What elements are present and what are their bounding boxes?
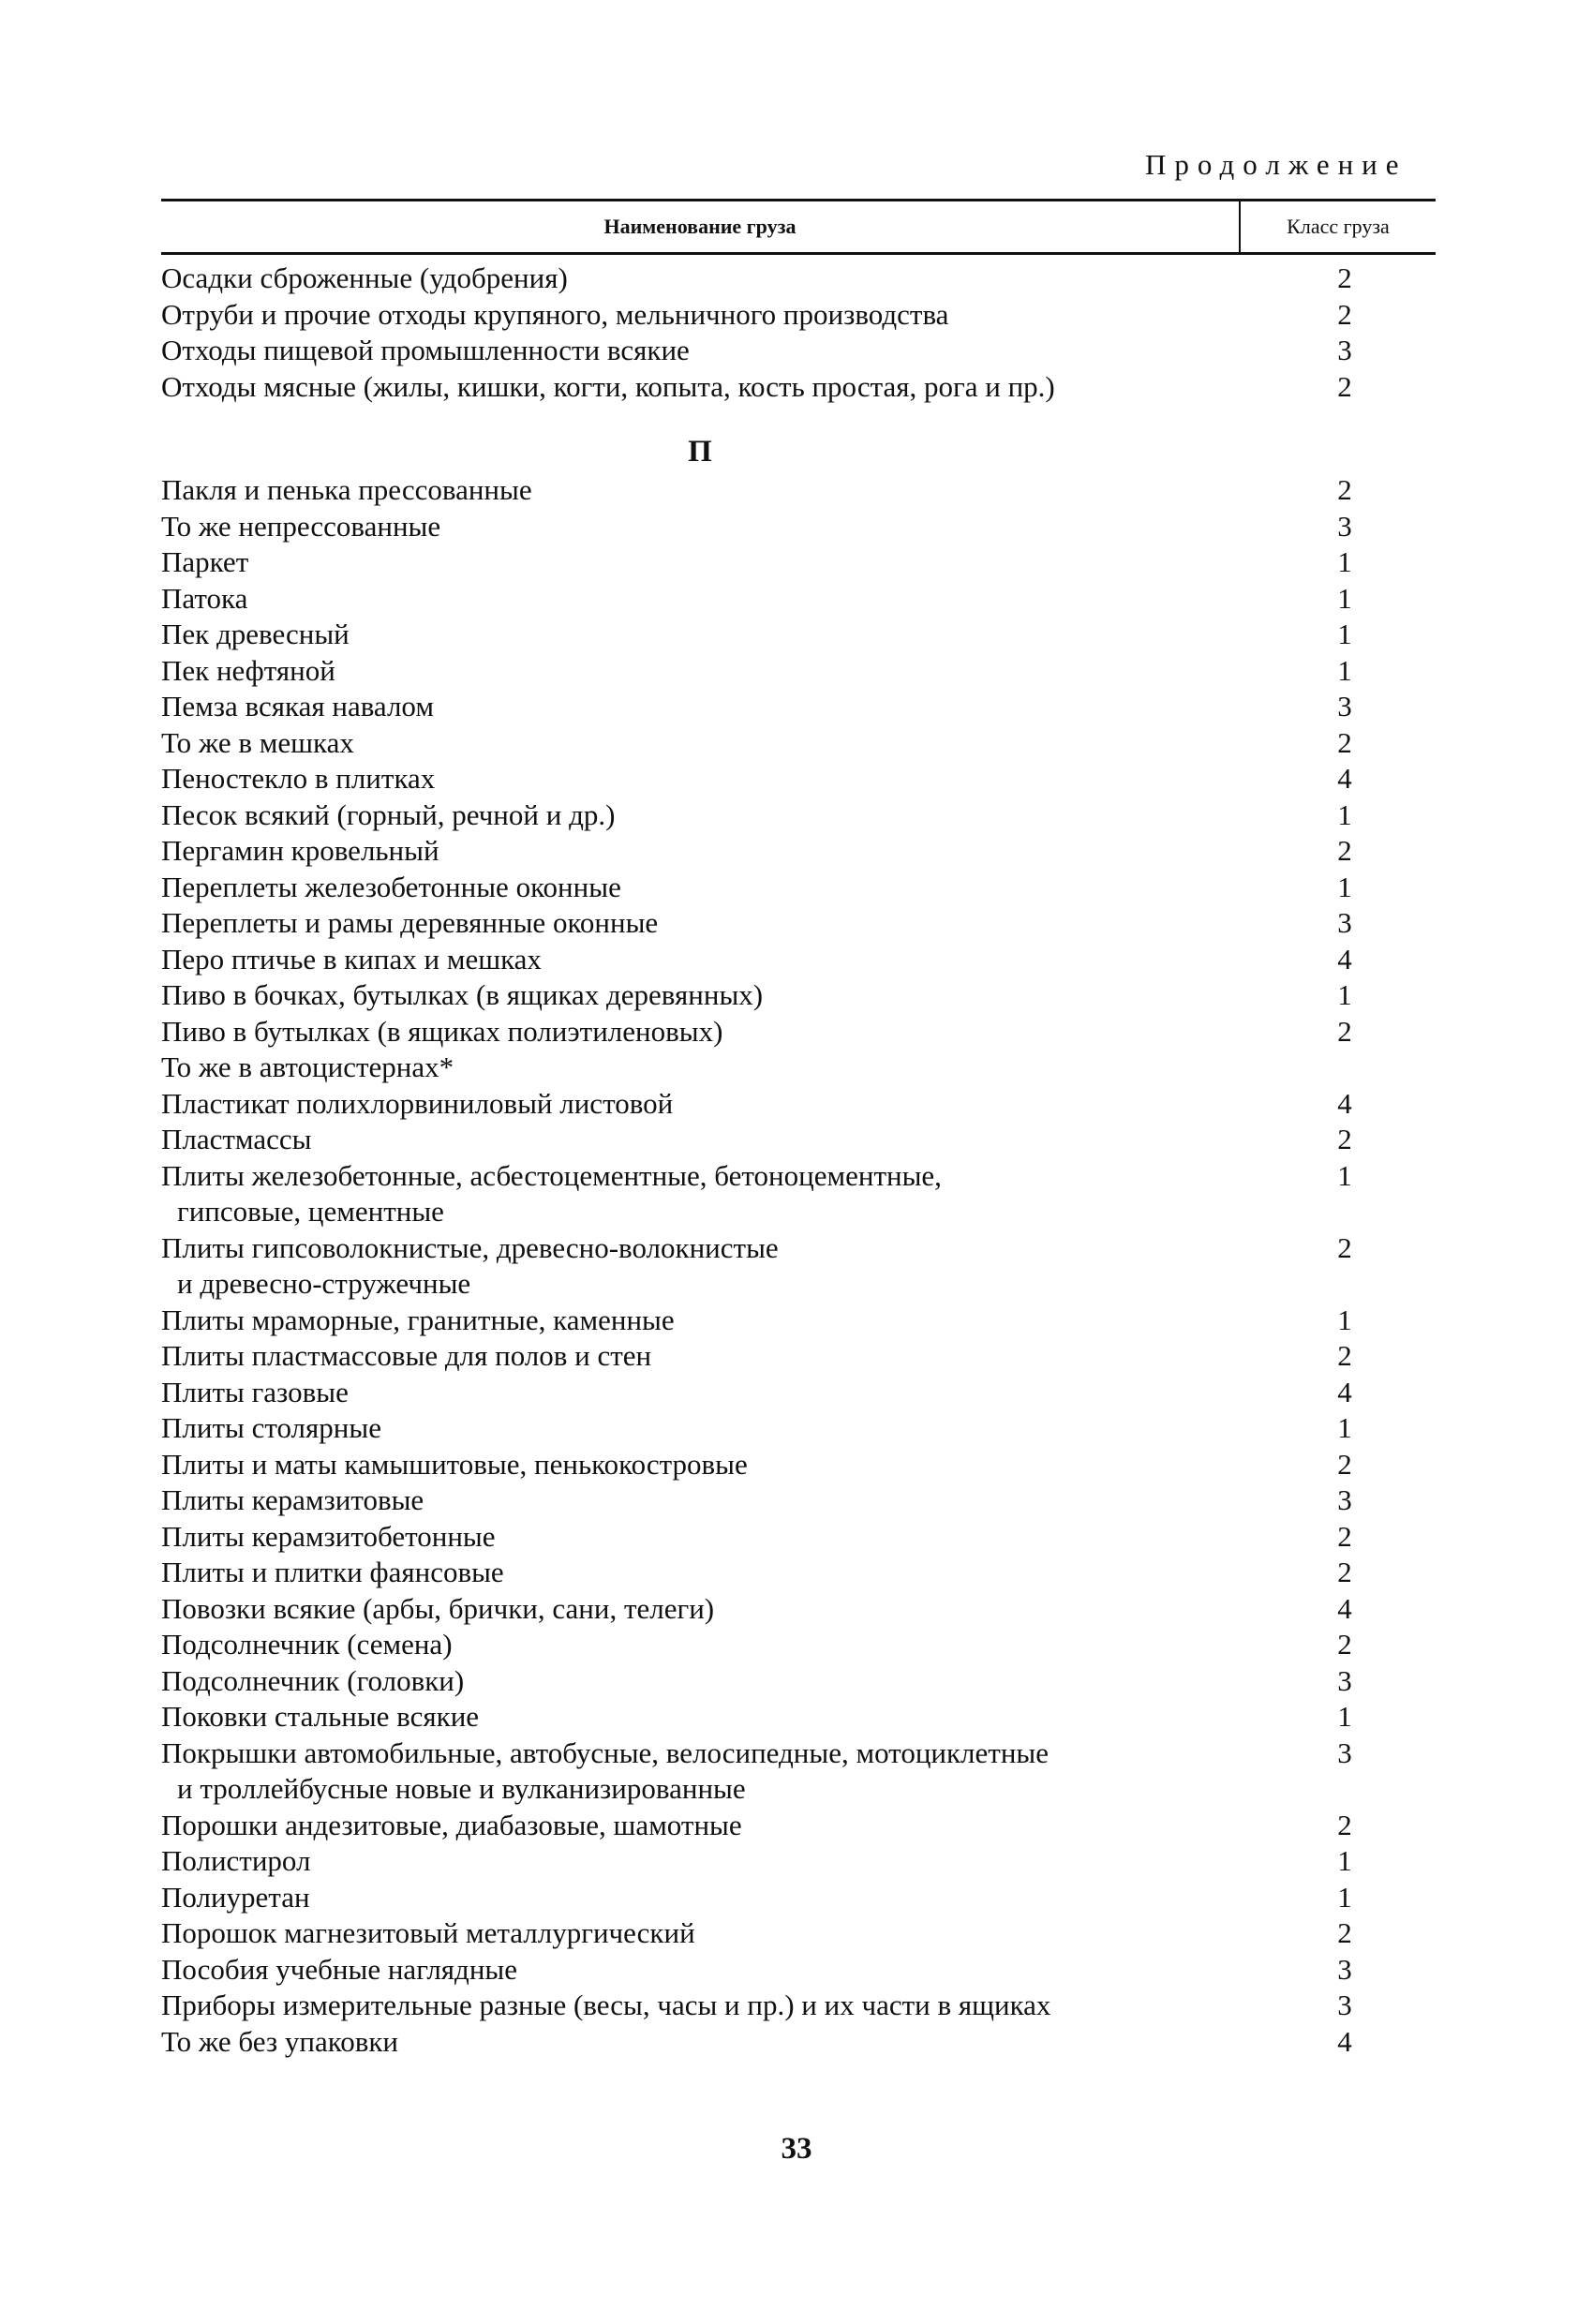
table-row [161,1591,1436,1628]
cargo-name [161,833,1239,870]
cargo-name [161,1555,1239,1591]
cargo-name-line: Плиты и маты камышитовые, пенькокостровые [161,1447,748,1481]
cargo-name [161,1482,1239,1519]
table-row [161,472,1436,509]
table-row [161,870,1436,906]
table-row [161,1158,1436,1230]
cargo-name [161,333,1239,369]
cargo-name-line: Плиты керамзитобетонные [161,1519,496,1553]
cargo-name [161,1699,1239,1736]
cargo-class-value: 2 [1337,834,1352,867]
cargo-name-line: Пергамин кровельный [161,834,439,867]
letter-section-heading: П [688,435,712,469]
table-body [161,255,1436,2060]
cargo-class-value: 1 [1337,797,1352,831]
cargo-name [161,2024,1239,2061]
cargo-name [161,544,1239,581]
cargo-name [161,261,1239,297]
cargo-name-line: Переплеты и рамы деревянные оконные [161,906,659,939]
page-number: 33 [781,2132,812,2166]
cargo-name [161,1519,1239,1556]
cargo-name-line: Плиты железобетонные, асбестоцементные, бетоноцементные, [161,1158,942,1192]
cargo-name [161,942,1239,978]
cargo-name-line: Пек древесный [161,618,350,650]
cargo-name [161,472,1239,509]
cargo-name [161,1050,1239,1086]
cargo-name [161,297,1239,334]
table-row [161,1303,1436,1339]
cargo-name [161,1303,1239,1339]
cargo-name-line: Пластмассы [161,1123,312,1155]
table-row [161,261,1436,297]
cargo-class-value: 2 [1337,725,1352,759]
cargo-class-value: 1 [1337,1844,1352,1877]
cargo-name-line: То же без упаковки [161,2024,398,2058]
cargo-name [161,1808,1239,1844]
table-row [161,1447,1436,1483]
table-row [161,1375,1436,1411]
cargo-class-table [161,199,1436,2060]
cargo-class-value: 1 [1337,978,1352,1011]
table-row [161,725,1436,762]
cargo-class-value: 2 [1337,473,1352,506]
table-row [161,1482,1436,1519]
cargo-name [161,977,1239,1014]
cargo-class-value: 1 [1337,618,1352,650]
table-row [161,1338,1436,1375]
table-row [161,905,1436,942]
cargo-name-line: Полистирол [161,1844,311,1877]
cargo-name [161,1014,1239,1050]
cargo-name-line: Перо птичье в кипах и мешках [161,942,542,976]
cargo-class-value: 3 [1337,906,1352,939]
cargo-class-value: 2 [1337,1447,1352,1481]
cargo-class-value: 3 [1337,509,1352,543]
cargo-name-line: Плиты гипсоволокнистые, древесно-волокнистые [161,1230,779,1264]
cargo-name-line: Отруби и прочие отходы крупяного, мельничного производства [161,297,949,331]
table-row [161,1230,1436,1303]
table-row [161,1880,1436,1916]
cargo-name [161,1843,1239,1880]
cargo-name-line: Полиуретан [161,1880,310,1914]
cargo-name-line: Порошок магнезитовый металлургический [161,1916,695,1949]
cargo-name [161,1230,1239,1303]
cargo-class-value: 1 [1337,545,1352,578]
cargo-name [161,1880,1239,1916]
cargo-name-line: Приборы измерительные разные (весы, часы и пр.) и их части в ящиках [161,1989,1051,2021]
table-row [161,1555,1436,1591]
header-cargo-name: Наименование груза [161,201,1241,252]
cargo-name [161,653,1239,690]
cargo-class-value: 2 [1337,1808,1352,1841]
cargo-name [161,1086,1239,1123]
table-row [161,689,1436,725]
cargo-class-value: 2 [1337,1339,1352,1372]
cargo-name-line: Подсолнечник (семена) [161,1628,453,1661]
header-cargo-class: Класс груза [1287,215,1390,238]
cargo-class-value: 2 [1337,297,1352,331]
table-row [161,1519,1436,1556]
cargo-name [161,1122,1239,1158]
cargo-name-line: То же непрессованные [161,509,441,543]
cargo-name [161,617,1239,653]
table-row [161,1050,1436,1086]
cargo-class-value: 2 [1337,261,1352,294]
table-row [161,1988,1436,2024]
cargo-name [161,1988,1239,2024]
table-row [161,1663,1436,1700]
cargo-name [161,1591,1239,1628]
cargo-name-line: Повозки всякие (арбы, брички, сани, телеги) [161,1591,715,1625]
cargo-class-value: 1 [1337,1700,1352,1733]
cargo-class-value: 2 [1337,1556,1352,1588]
cargo-name [161,1627,1239,1663]
table-row [161,1014,1436,1050]
cargo-name-line: Плиты керамзитовые [161,1483,424,1516]
cargo-name [161,1375,1239,1411]
cargo-class-value: 3 [1337,1663,1352,1697]
table-row [161,617,1436,653]
cargo-name [161,1158,1239,1230]
cargo-name-line: Пек нефтяной [161,653,335,687]
cargo-class-value: 2 [1337,1014,1352,1048]
cargo-class-value: 1 [1337,653,1352,687]
table-row [161,1843,1436,1880]
table-row [161,761,1436,797]
cargo-name [161,1338,1239,1375]
cargo-class-value: 2 [1337,369,1352,403]
cargo-class-value: 3 [1337,1989,1352,2021]
cargo-name [161,1952,1239,1989]
cargo-name-line: Отходы мясные (жилы, кишки, когти, копыта, кость простая, рога и пр.) [161,369,1055,403]
cargo-name-line: Пособия учебные наглядные [161,1952,518,1986]
cargo-name-line: Плиты и плитки фаянсовые [161,1556,504,1588]
cargo-class-value: 2 [1337,1519,1352,1553]
cargo-class-value: 1 [1337,1303,1352,1336]
cargo-class-value: 3 [1337,690,1352,723]
cargo-name [161,581,1239,618]
cargo-name-line: Паркет [161,545,249,578]
cargo-name [161,1447,1239,1483]
cargo-class-value: 4 [1337,1086,1352,1120]
cargo-name-line: То же в мешках [161,725,354,759]
cargo-name-line: Отходы пищевой промышленности всякие [161,334,690,366]
cargo-name-line: Патока [161,581,248,615]
table-row [161,977,1436,1014]
cargo-class-value: 3 [1337,1952,1352,1986]
cargo-name [161,1736,1239,1808]
cargo-class-value: 4 [1337,2024,1352,2058]
table-row [161,333,1436,369]
cargo-name-continuation: гипсовые, цементные [177,1195,444,1228]
cargo-name [161,905,1239,942]
cargo-name [161,725,1239,762]
table-header [161,199,1436,255]
cargo-name [161,1410,1239,1447]
table-row [161,581,1436,618]
cargo-class-value: 2 [1337,1916,1352,1949]
table-row [161,509,1436,545]
cargo-name-line: Пиво в бутылках (в ящиках полиэтиленовых) [161,1014,723,1048]
cargo-name-line: Плиты газовые [161,1375,349,1408]
cargo-class-value: 1 [1337,1158,1352,1192]
cargo-class-value: 3 [1337,1736,1352,1769]
cargo-class-value: 4 [1337,1375,1352,1408]
cargo-class-value: 1 [1337,1880,1352,1914]
cargo-name-line: Плиты пластмассовые для полов и стен [161,1339,652,1372]
cargo-name-line: Плиты столярные [161,1411,381,1444]
table-row [161,1952,1436,1989]
cargo-class-value: 3 [1337,334,1352,366]
cargo-class-value: 3 [1337,1483,1352,1516]
cargo-class-value: 4 [1337,1591,1352,1625]
cargo-name-line: Пемза всякая навалом [161,690,434,723]
table-row [161,1086,1436,1123]
table-row [161,297,1436,334]
cargo-class-value: 1 [1337,581,1352,615]
cargo-class-value: 4 [1337,762,1352,795]
cargo-class-value: 2 [1337,1628,1352,1661]
table-row [161,653,1436,690]
table-row [161,1699,1436,1736]
cargo-name-line: Пластикат полихлорвиниловый листовой [161,1086,674,1120]
cargo-name [161,870,1239,906]
table-row [161,1915,1436,1952]
table-row [161,2024,1436,2061]
cargo-name-line: Плиты мраморные, гранитные, каменные [161,1303,675,1336]
table-row [161,833,1436,870]
continuation-label: Продолжение [1145,148,1407,181]
cargo-name-line: Пиво в бочках, бутылках (в ящиках деревянных) [161,978,764,1011]
cargo-name [161,1663,1239,1700]
table-row [161,1122,1436,1158]
cargo-name-line: Пакля и пенька прессованные [161,473,532,506]
cargo-name-line: Осадки сброженные (удобрения) [161,261,568,294]
cargo-class-value: 1 [1337,1411,1352,1444]
cargo-name-line: Подсолнечник (головки) [161,1663,465,1697]
cargo-class-value: 2 [1337,1123,1352,1155]
table-row [161,1410,1436,1447]
cargo-name [161,797,1239,834]
cargo-name [161,369,1239,406]
table-row [161,942,1436,978]
cargo-name-line: То же в автоцистернах* [161,1050,454,1083]
cargo-name [161,509,1239,545]
cargo-name [161,1915,1239,1952]
cargo-name [161,689,1239,725]
cargo-name-line: Поковки стальные всякие [161,1700,480,1733]
cargo-class-value: 1 [1337,870,1352,903]
table-row [161,1808,1436,1844]
cargo-name-continuation: и троллейбусные новые и вулканизированные [177,1772,746,1805]
cargo-name-line: Переплеты железобетонные оконные [161,870,621,903]
cargo-class-value: 4 [1337,942,1352,976]
table-row [161,369,1436,406]
table-row [161,544,1436,581]
cargo-class-value: 2 [1337,1230,1352,1264]
cargo-name-continuation: и древесно-стружечные [177,1267,471,1300]
cargo-name [161,761,1239,797]
table-row [161,1627,1436,1663]
cargo-name-line: Песок всякий (горный, речной и др.) [161,797,616,831]
cargo-name-line: Покрышки автомобильные, автобусные, велосипедные, мотоциклетные [161,1736,1050,1769]
cargo-name-line: Порошки андезитовые, диабазовые, шамотные [161,1808,742,1841]
table-row [161,1736,1436,1808]
cargo-name-line: Пеностекло в плитках [161,762,436,795]
table-row [161,797,1436,834]
